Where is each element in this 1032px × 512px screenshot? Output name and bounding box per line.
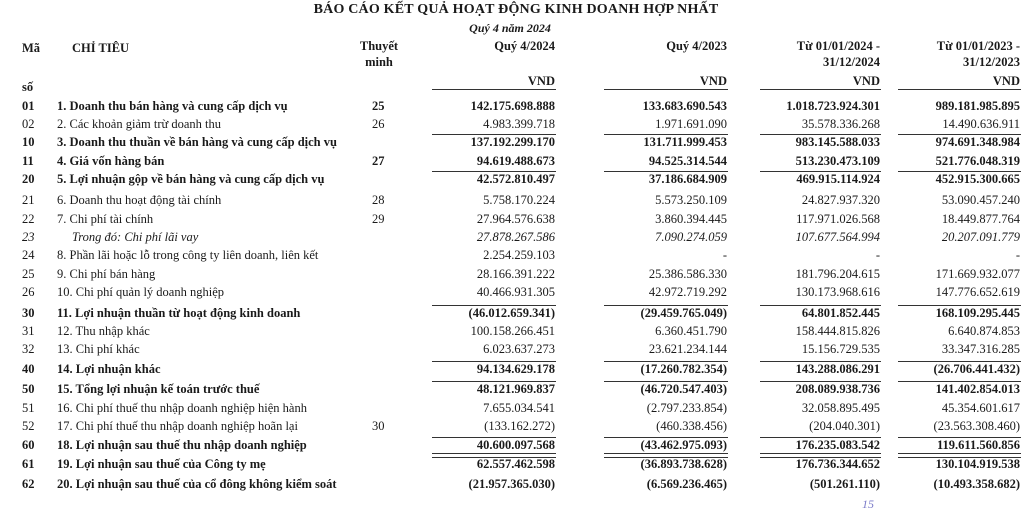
row-value-q4-2023: (460.338.456) xyxy=(656,419,727,433)
row-note: 30 xyxy=(372,419,385,433)
table-row xyxy=(0,97,1032,115)
subtotal-rule xyxy=(898,305,1021,306)
row-code: 51 xyxy=(22,401,35,415)
row-code: 60 xyxy=(22,438,35,452)
row-value-q4-2023: 131.711.999.453 xyxy=(643,135,727,149)
row-indicator: Trong đó: Chi phí lãi vay xyxy=(72,230,199,244)
row-value-q4-2024: 62.557.462.598 xyxy=(476,457,555,471)
table-row xyxy=(0,399,1032,417)
total-double-rule xyxy=(898,453,1021,458)
row-value-ytd-2024: 158.444.815.826 xyxy=(795,324,880,338)
table-row xyxy=(0,152,1032,170)
row-value-q4-2023: 7.090.274.059 xyxy=(655,230,727,244)
row-note: 29 xyxy=(372,212,385,226)
row-value-q4-2023: 1.971.691.090 xyxy=(655,117,727,131)
report-period: Quý 4 năm 2024 xyxy=(469,21,551,35)
row-value-q4-2023: (2.797.233.854) xyxy=(646,401,727,415)
header-col-ytd-2023 xyxy=(937,38,1020,70)
row-code: 20 xyxy=(22,172,35,186)
row-code: 52 xyxy=(22,419,35,433)
subtotal-rule xyxy=(760,361,881,362)
row-indicator: 18. Lợi nhuận sau thuế thu nhập doanh nghiệp xyxy=(57,438,307,452)
subtotal-rule xyxy=(604,361,728,362)
subtotal-rule xyxy=(898,381,1021,382)
subtotal-rule xyxy=(760,437,881,438)
row-value-q4-2024: 5.758.170.224 xyxy=(483,193,555,207)
row-value-ytd-2024: 117.971.026.568 xyxy=(796,212,880,226)
subtotal-rule xyxy=(760,134,881,135)
row-note: 26 xyxy=(372,117,385,131)
header-indicator: CHỈ TIÊU xyxy=(72,41,130,55)
header-col-ytd-2024-line2: 31/12/2024 xyxy=(823,55,880,69)
row-value-ytd-2024: 513.230.473.109 xyxy=(795,154,880,168)
row-value-q4-2023: - xyxy=(722,248,727,262)
subtotal-rule xyxy=(432,437,556,438)
row-value-q4-2023: 25.386.586.330 xyxy=(648,267,727,281)
row-code: 50 xyxy=(22,382,35,396)
row-code: 24 xyxy=(22,248,35,262)
row-indicator: 5. Lợi nhuận gộp về bán hàng và cung cấp dịch vụ xyxy=(57,172,325,186)
row-indicator: 13. Chi phí khác xyxy=(57,342,140,356)
row-value-q4-2024: 137.192.299.170 xyxy=(470,135,555,149)
row-value-ytd-2024: (501.261.110) xyxy=(809,477,880,491)
row-value-ytd-2023: 521.776.048.319 xyxy=(935,154,1020,168)
header-col-ytd-2023-line1: Từ 01/01/2023 - xyxy=(936,39,1020,53)
subtotal-rule xyxy=(432,134,556,135)
row-indicator: 19. Lợi nhuận sau thuế của Công ty mẹ xyxy=(57,457,266,471)
row-value-q4-2023: 5.573.250.109 xyxy=(655,193,727,207)
row-value-ytd-2023: 45.354.601.617 xyxy=(941,401,1020,415)
row-indicator: 6. Doanh thu hoạt động tài chính xyxy=(57,193,222,207)
row-value-q4-2024: (46.012.659.341) xyxy=(468,306,555,320)
row-value-q4-2024: 100.158.266.451 xyxy=(470,324,555,338)
row-value-q4-2024: 4.983.399.718 xyxy=(483,117,555,131)
row-value-ytd-2023: 130.104.919.538 xyxy=(935,457,1020,471)
row-value-ytd-2024: 469.915.114.924 xyxy=(796,172,880,186)
subtotal-rule xyxy=(604,437,728,438)
table-row xyxy=(0,191,1032,209)
unit-col3: VND xyxy=(852,74,880,88)
signature-stamp: 15 xyxy=(862,497,874,511)
header-col-ytd-2023-line2: 31/12/2023 xyxy=(963,55,1020,69)
row-indicator: 4. Giá vốn hàng bán xyxy=(57,154,165,168)
table-row xyxy=(0,322,1032,340)
row-value-ytd-2023: 452.915.300.665 xyxy=(935,172,1020,186)
row-value-q4-2024: 40.466.931.305 xyxy=(476,285,555,299)
row-value-q4-2024: 142.175.698.888 xyxy=(470,99,555,113)
table-row xyxy=(0,133,1032,151)
row-value-ytd-2023: 141.402.854.013 xyxy=(935,382,1020,396)
table-row xyxy=(0,360,1032,378)
row-value-ytd-2023: 14.490.636.911 xyxy=(942,117,1020,131)
row-value-ytd-2023: 171.669.932.077 xyxy=(935,267,1020,281)
row-indicator: 1. Doanh thu bán hàng và cung cấp dịch vụ xyxy=(57,99,288,113)
row-value-q4-2023: 23.621.234.144 xyxy=(648,342,727,356)
total-double-rule xyxy=(432,453,556,458)
row-indicator: 15. Tổng lợi nhuận kế toán trước thuế xyxy=(57,382,260,396)
row-indicator: 14. Lợi nhuận khác xyxy=(57,362,161,376)
row-value-ytd-2024: 15.156.729.535 xyxy=(801,342,880,356)
table-row xyxy=(0,265,1032,283)
row-code: 01 xyxy=(22,99,35,113)
header-note-line1: Thuyết xyxy=(359,39,399,53)
subtotal-rule xyxy=(898,171,1021,172)
row-indicator: 17. Chi phí thuế thu nhập doanh nghiệp hoãn lại xyxy=(57,419,298,433)
row-value-ytd-2023: 989.181.985.895 xyxy=(935,99,1020,113)
unit-col4: VND xyxy=(992,74,1020,88)
unit-underline xyxy=(604,89,728,90)
row-value-q4-2024: 28.166.391.222 xyxy=(476,267,555,281)
row-value-q4-2024: (133.162.272) xyxy=(484,419,555,433)
table-row xyxy=(0,115,1032,133)
row-code: 31 xyxy=(22,324,35,338)
table-row xyxy=(0,283,1032,301)
unit-col1: VND xyxy=(527,74,555,88)
row-indicator: 7. Chi phí tài chính xyxy=(57,212,154,226)
row-value-q4-2023: (29.459.765.049) xyxy=(640,306,727,320)
row-value-ytd-2023: (26.706.441.432) xyxy=(933,362,1020,376)
row-value-q4-2024: 48.121.969.837 xyxy=(476,382,555,396)
table-row xyxy=(0,417,1032,435)
header-col-q4-2024: Quý 4/2024 xyxy=(494,39,555,53)
row-code: 62 xyxy=(22,477,35,491)
row-value-q4-2024: (21.957.365.030) xyxy=(468,477,555,491)
subtotal-rule xyxy=(432,361,556,362)
subtotal-rule xyxy=(432,171,556,172)
row-indicator: 20. Lợi nhuận sau thuế của cổ đông không kiểm soát xyxy=(57,477,337,491)
row-value-q4-2023: 94.525.314.544 xyxy=(648,154,727,168)
row-value-ytd-2024: 32.058.895.495 xyxy=(801,401,880,415)
row-value-q4-2023: 6.360.451.790 xyxy=(655,324,727,338)
subtotal-rule xyxy=(760,381,881,382)
row-value-q4-2024: 6.023.637.273 xyxy=(483,342,555,356)
row-code: 26 xyxy=(22,285,35,299)
row-value-ytd-2023: 119.611.560.856 xyxy=(937,438,1020,452)
row-value-ytd-2023: (23.563.308.460) xyxy=(933,419,1020,433)
row-value-ytd-2024: 176.235.083.542 xyxy=(795,438,880,452)
row-value-q4-2024: 2.254.259.103 xyxy=(483,248,555,262)
row-value-ytd-2023: 20.207.091.779 xyxy=(941,230,1020,244)
subtotal-rule xyxy=(898,361,1021,362)
row-value-ytd-2024: (204.040.301) xyxy=(809,419,880,433)
row-indicator: 9. Chi phí bán hàng xyxy=(57,267,156,281)
row-value-ytd-2023: 18.449.877.764 xyxy=(941,212,1020,226)
row-indicator: 11. Lợi nhuận thuần từ hoạt động kinh doanh xyxy=(57,306,301,320)
table-row xyxy=(0,210,1032,228)
row-value-ytd-2024: 176.736.344.652 xyxy=(795,457,880,471)
subtotal-rule xyxy=(604,381,728,382)
subtotal-rule xyxy=(760,305,881,306)
total-double-rule xyxy=(760,453,881,458)
row-code: 02 xyxy=(22,117,35,131)
row-value-q4-2024: 27.964.576.638 xyxy=(476,212,555,226)
row-value-q4-2024: 7.655.034.541 xyxy=(483,401,555,415)
row-indicator: 2. Các khoản giảm trừ doanh thu xyxy=(57,117,222,131)
row-code: 22 xyxy=(22,212,35,226)
row-indicator: 8. Phần lãi hoặc lỗ trong công ty liên doanh, liên kết xyxy=(57,248,319,262)
row-indicator: 10. Chi phí quản lý doanh nghiệp xyxy=(57,285,224,299)
row-value-q4-2023: 37.186.684.909 xyxy=(648,172,727,186)
header-note-line2: minh xyxy=(365,55,393,69)
subtotal-rule xyxy=(432,381,556,382)
row-value-ytd-2024: 24.827.937.320 xyxy=(801,193,880,207)
row-note: 28 xyxy=(372,193,385,207)
row-value-q4-2024: 94.619.488.673 xyxy=(476,154,555,168)
row-value-q4-2024: 42.572.810.497 xyxy=(476,172,555,186)
row-indicator: 16. Chi phí thuế thu nhập doanh nghiệp hiện hành xyxy=(57,401,307,415)
header-col-ytd-2024 xyxy=(797,38,880,70)
subtotal-rule xyxy=(898,134,1021,135)
subtotal-rule xyxy=(604,171,728,172)
row-value-ytd-2023: 33.347.316.285 xyxy=(941,342,1020,356)
total-double-rule xyxy=(604,453,728,458)
table-row xyxy=(0,340,1032,358)
header-code: Mã xyxy=(22,41,41,55)
row-value-q4-2023: (36.893.738.628) xyxy=(640,457,727,471)
unit-col2: VND xyxy=(699,74,727,88)
row-value-ytd-2023: 168.109.295.445 xyxy=(935,306,1020,320)
subtotal-rule xyxy=(898,437,1021,438)
unit-underline xyxy=(898,89,1021,90)
row-value-q4-2023: 133.683.690.543 xyxy=(642,99,727,113)
table-row xyxy=(0,380,1032,398)
header-col-ytd-2024-line1: Từ 01/01/2024 - xyxy=(796,39,880,53)
row-value-q4-2023: (17.260.782.354) xyxy=(640,362,727,376)
row-value-ytd-2024: 1.018.723.924.301 xyxy=(786,99,880,113)
row-value-ytd-2024: 130.173.968.616 xyxy=(795,285,880,299)
row-value-q4-2023: 42.972.719.292 xyxy=(648,285,727,299)
row-code: 21 xyxy=(22,193,35,207)
row-value-ytd-2023: 147.776.652.619 xyxy=(935,285,1020,299)
subtotal-rule xyxy=(432,305,556,306)
row-value-q4-2023: 3.860.394.445 xyxy=(655,212,727,226)
table-row xyxy=(0,228,1032,246)
row-code: 40 xyxy=(22,362,35,376)
row-value-q4-2023: (6.569.236.465) xyxy=(646,477,727,491)
row-value-ytd-2023: 53.090.457.240 xyxy=(941,193,1020,207)
header-code-line2: số xyxy=(22,80,34,94)
row-value-ytd-2023: 974.691.348.984 xyxy=(935,135,1020,149)
header-note xyxy=(357,38,401,70)
row-value-ytd-2023: (10.493.358.682) xyxy=(933,477,1020,491)
unit-underline xyxy=(432,89,556,90)
row-value-ytd-2024: 208.089.938.736 xyxy=(795,382,880,396)
row-value-q4-2023: (43.462.975.093) xyxy=(640,438,727,452)
row-value-ytd-2024: 143.288.086.291 xyxy=(795,362,880,376)
report-title: BÁO CÁO KẾT QUẢ HOẠT ĐỘNG KINH DOANH HỢP NHẤT xyxy=(313,2,719,17)
row-value-ytd-2024: - xyxy=(875,248,880,262)
row-value-ytd-2024: 181.796.204.615 xyxy=(795,267,880,281)
table-row xyxy=(0,246,1032,264)
row-value-ytd-2024: 35.578.336.268 xyxy=(801,117,880,131)
row-value-ytd-2024: 64.801.852.445 xyxy=(801,306,880,320)
header-col-q4-2023: Quý 4/2023 xyxy=(666,39,727,53)
row-value-ytd-2024: 107.677.564.994 xyxy=(795,230,880,244)
unit-underline xyxy=(760,89,881,90)
row-value-q4-2023: (46.720.547.403) xyxy=(640,382,727,396)
row-value-ytd-2023: 6.640.874.853 xyxy=(948,324,1020,338)
row-indicator: 12. Thu nhập khác xyxy=(57,324,150,338)
row-code: 25 xyxy=(22,267,35,281)
row-value-ytd-2023: - xyxy=(1015,248,1020,262)
subtotal-rule xyxy=(604,305,728,306)
row-value-q4-2024: 94.134.629.178 xyxy=(476,362,555,376)
subtotal-rule xyxy=(760,171,881,172)
table-row xyxy=(0,436,1032,454)
row-code: 61 xyxy=(22,457,35,471)
row-indicator: 3. Doanh thu thuần về bán hàng và cung cấp dịch vụ xyxy=(57,135,337,149)
table-row xyxy=(0,170,1032,188)
row-code: 10 xyxy=(22,135,35,149)
row-value-q4-2024: 40.600.097.568 xyxy=(476,438,555,452)
row-value-q4-2024: 27.878.267.586 xyxy=(476,230,555,244)
row-code: 30 xyxy=(22,306,35,320)
table-row xyxy=(0,475,1032,493)
row-note: 25 xyxy=(372,99,385,113)
row-note: 27 xyxy=(372,154,385,168)
row-code: 23 xyxy=(22,230,35,244)
row-value-ytd-2024: 983.145.588.033 xyxy=(795,135,880,149)
row-code: 11 xyxy=(22,154,34,168)
table-row xyxy=(0,304,1032,322)
subtotal-rule xyxy=(604,134,728,135)
row-code: 32 xyxy=(22,342,35,356)
